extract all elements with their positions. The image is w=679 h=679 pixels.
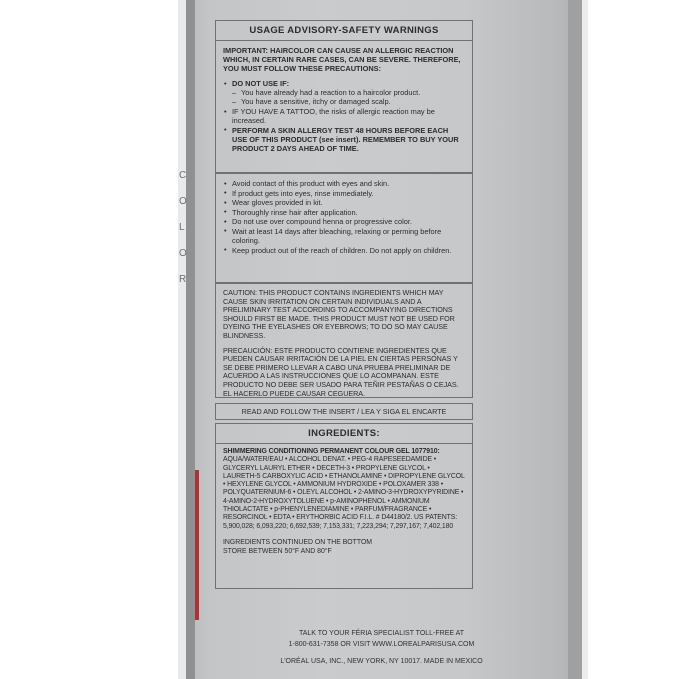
ingredients-product-name: SHIMMERING CONDITIONING PERMANENT COLOUR GEL 1077910:: [223, 448, 440, 455]
box-right-highlight: [582, 0, 588, 679]
precaution-item: • IF YOU HAVE A TATTOO, the risks of allergic reaction may be increased.: [223, 107, 465, 125]
precaution-sub: – You have a sensitive, itchy or damaged scalp.: [232, 97, 465, 106]
edge-letter: O: [179, 248, 187, 259]
general-warning-item: • Wear gloves provided in kit.: [223, 198, 465, 207]
storage-line: STORE BETWEEN 50°F AND 80°F: [223, 547, 332, 555]
general-warning-item: • Keep product out of the reach of children. Do not apply on children.: [223, 246, 465, 255]
precaution-item: [223, 126, 465, 153]
important-paragraph-text: IMPORTANT: HAIRCOLOR CAN CAUSE AN ALLERGIC REACTION WHICH, IN CERTAIN RARE CASES, CAN BE SEVERE. THEREFORE, YOU MUST FOLLOW THESE PRECAUTIONS:: [223, 46, 461, 74]
usage-advisory-header: USAGE ADVISORY-SAFETY WARNINGS: [215, 20, 473, 41]
general-warning-item: • Wait at least 14 days after bleaching, relaxing or perming before coloring.: [223, 227, 465, 245]
general-warning-item: • Do not use over compound henna or progressive color.: [223, 217, 465, 226]
caution-english: CAUTION: THIS PRODUCT CONTAINS INGREDIENTS WHICH MAY CAUSE SKIN IRRITATION ON CERTAIN INDIVIDUALS AND A PRELIMINARY TEST ACCORDING TO ACCOMPANYING DIRECTIONS SHOULD FIRST BE MADE. THIS PRODUCT MUST NOT BE USED FOR DYEING THE EYELASHES OR EYEBROWS; TO DO SO MAY CAUSE BLINDNESS.: [223, 288, 455, 340]
continued-line: INGREDIENTS CONTINUED ON THE BOTTOM: [223, 538, 373, 546]
box-left-edge: [186, 0, 195, 679]
precaution-sub: – You have already had a reaction to a haircolor product.: [232, 88, 465, 97]
ingredients-continued-note: [216, 531, 472, 560]
ingredients-header: INGREDIENTS:: [215, 423, 473, 444]
box-left-highlight: [178, 0, 186, 679]
footer-line-2: 1-800-631-7358 OR VISIT WWW.LOREALPARISUSA.COM: [288, 641, 475, 648]
important-paragraph: [216, 41, 472, 79]
general-warning-item: • Avoid contact of this product with eyes and skin.: [223, 179, 465, 188]
read-insert-strip: READ AND FOLLOW THE INSERT / LEA Y SIGA EL ENCARTE: [215, 403, 473, 420]
general-warnings-box: [215, 173, 473, 283]
edge-letter: C: [179, 170, 187, 181]
precaution-text: PERFORM A SKIN ALLERGY TEST 48 HOURS BEFORE EACH USE OF THIS PRODUCT (see insert). REMEMBER TO BUY YOUR PRODUCT 2 DAYS AHEAD OF TIME.: [232, 125, 459, 153]
edge-letter: O: [179, 196, 187, 207]
general-warnings-list: [216, 174, 472, 261]
general-warning-item: • If product gets into eyes, rinse immediately.: [223, 189, 465, 198]
general-warning-item: • Thoroughly rinse hair after application.: [223, 208, 465, 217]
caution-spanish: PRECAUCIÓN: ESTE PRODUCTO CONTIENE INGREDIENTES QUE PUEDEN CAUSAR IRRITACIÓN DE LA PIEL EN CIERTAS PERSONAS Y SE DEBE PRIMERO LLEVAR A CABO UNA PRUEBA PRELIMINAR DE ACUERDO A LAS INSTRUCCIONES QUE LO ACOMPANAN. ESTE PRODUCTO NO DEBE SER USADO PARA TEÑIR PESTAÑAS O CEJAS. EL HACERLO PUEDE CAUSAR CEGUERA.: [223, 345, 459, 398]
caution-box: [215, 283, 473, 398]
precaution-text: DO NOT USE IF:: [232, 79, 290, 89]
ingredients-body: [216, 444, 472, 531]
precaution-item: [223, 79, 465, 106]
box-red-accent-strip: [195, 470, 199, 620]
footer-line-3: L'ORÉAL USA, INC., NEW YORK, NY 10017. MADE IN MEXICO: [280, 658, 483, 665]
ingredients-text: AQUA/WATER/EAU • ALCOHOL DENAT. • PEG-4 RAPESEEDAMIDE • GLYCERYL LAURYL ETHER • DECETH-3 • PROPYLENE GLYCOL • LAURETH-5 CARBOXYLIC ACID • ETHANOLAMINE • DIPROPYLENE GLYCOL • HEXYLENE GLYCOL • AMMONIUM HYDROXIDE • POLOXAMER 338 • POLYQUATERNIUM-6 • OLEYL ALCOHOL • 2-AMINO-3-HYDROXYPYRIDINE • 4-AMINO-2-HYDROXYTOLUENE • p-AMINOPHENOL • AMMONIUM THIOLACTATE • p-PHENYLENEDIAMINE • PARFUM/FRAGRANCE • RESORCINOL • EDTA • ERYTHORBIC ACID F.I.L. # D44180/2. US PATENTS: 5,900,028; 6,093,220; 6,692,539; 7,153,331; 7,223,294; 7,297,167; 7,402,180: [223, 456, 465, 530]
ingredients-box: [215, 443, 473, 589]
warnings-box: [215, 40, 473, 173]
general-warnings-bullets: [223, 179, 465, 255]
footer-line-1: TALK TO YOUR FÉRIA SPECIALIST TOLL-FREE AT: [298, 630, 465, 637]
precautions-bullets: [223, 79, 465, 153]
precautions-list: [216, 79, 472, 159]
edge-letter: L: [179, 222, 185, 233]
label-footer: [195, 628, 568, 667]
edge-letter: R: [179, 274, 187, 285]
box-right-edge: [568, 0, 582, 679]
